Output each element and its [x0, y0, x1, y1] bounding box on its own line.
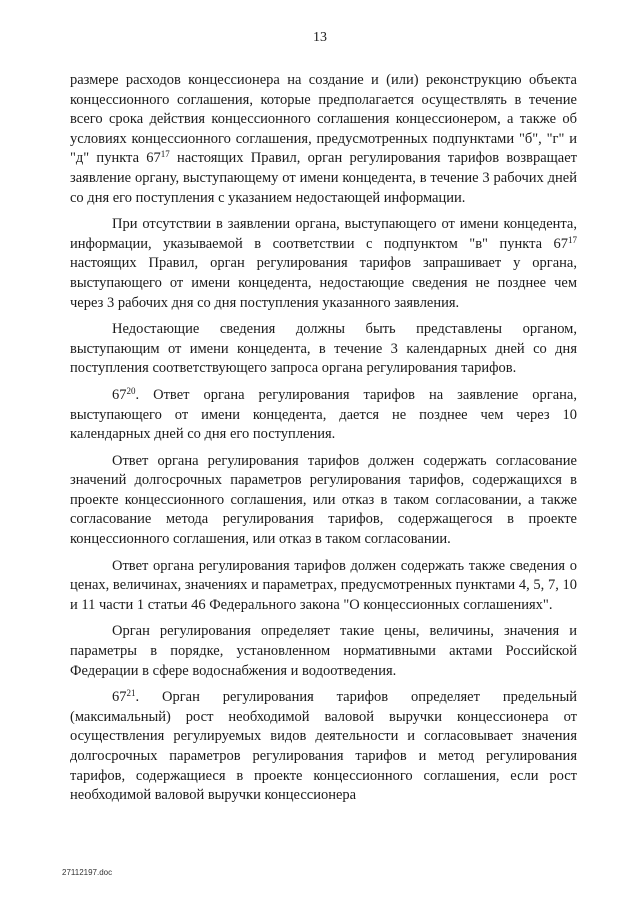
superscript-number: 21 — [126, 688, 136, 699]
paragraph — [70, 688, 577, 806]
file-name-footer: 27112197.doc — [62, 868, 113, 877]
paragraph-text: настоящих Правил, орган регулирования тарифов запрашивает у органа, выступающего от имени концедента, недостающие сведения не позднее чем через 3 рабочих дня со дня поступления указанного заявления. — [70, 255, 577, 311]
paragraph — [70, 452, 577, 550]
paragraph — [70, 557, 577, 616]
paragraph-text: Орган регулирования определяет такие цены, величины, значения и параметры в порядке, установленном нормативными актами Российской Федерации в сфере водоснабжения и водоотведения. — [70, 623, 577, 679]
paragraph-text: Ответ органа регулирования тарифов должен содержать также сведения о ценах, величинах, значениях и параметрах, предусмотренных пунктами 4, 5, 7, 10 и 11 части 1 статьи 46 Федерального закона "О концессионных соглашениях". — [70, 557, 577, 613]
paragraph-text: Недостающие сведения должны быть представлены органом, выступающим от имени концедента, в течение 3 календарных дней со дня поступления соответствующего запроса органа регулирования тарифов. — [70, 321, 577, 377]
paragraph — [70, 386, 577, 445]
paragraph-text: . Ответ органа регулирования тарифов на заявление органа, выступающего от имени концедента, дается не позднее чем через 10 календарных дней со дня его поступления. — [70, 386, 577, 443]
paragraph-text: 67 — [112, 386, 127, 403]
page-number: 13 — [313, 30, 327, 45]
paragraph — [70, 622, 577, 681]
paragraph-text: настоящих Правил, орган регулирования тарифов возвращает заявление органу, выступающему от имени концедента, в течение 3 рабочих дней со дня его поступления с указанием недостающей информации. — [70, 150, 578, 206]
document-body — [70, 71, 577, 813]
paragraph-text: . Орган регулирования тарифов определяет предельный (максимальный) рост необходимой валовой выручки концессионера от осуществления регулируемых видов деятельности и согласовывает значения долгосрочных параметров регулирования тарифов и метод регулирования тарифов, содержащиеся в проекте концессионного соглашения, если рост необходимой валовой выручки концессионера — [70, 689, 577, 804]
paragraph-text: размере расходов концессионера на создание и (или) реконструкцию объекта концессионного соглашения, которые предполагается осуществлять в течение всего срока действия концессионного соглашения концессионером, а также об условиях концессионного соглашения, предусмотренных подпунктами "б", "г" и "д" пункта 67 — [70, 72, 577, 167]
paragraph — [70, 215, 577, 313]
paragraph-text: 67 — [112, 689, 127, 706]
superscript-number: 17 — [568, 234, 577, 245]
paragraph — [70, 320, 577, 379]
paragraph-text: При отсутствии в заявлении органа, выступающего от имени концедента, информации, указываемой в соответствии с подпунктом "в" пункта 67 — [70, 216, 577, 252]
superscript-number: 20 — [126, 385, 136, 396]
paragraph-text: Ответ органа регулирования тарифов должен содержать согласование значений долгосрочных параметров регулирования тарифов, содержащихся в проекте концессионного соглашения, или отказ в таком согласовании, а также согласование метода регулирования тарифов, содержащегося в проекте концессионного соглашения, или отказ в таком согласовании. — [70, 452, 577, 548]
paragraph — [70, 71, 577, 208]
superscript-number: 17 — [160, 149, 170, 160]
